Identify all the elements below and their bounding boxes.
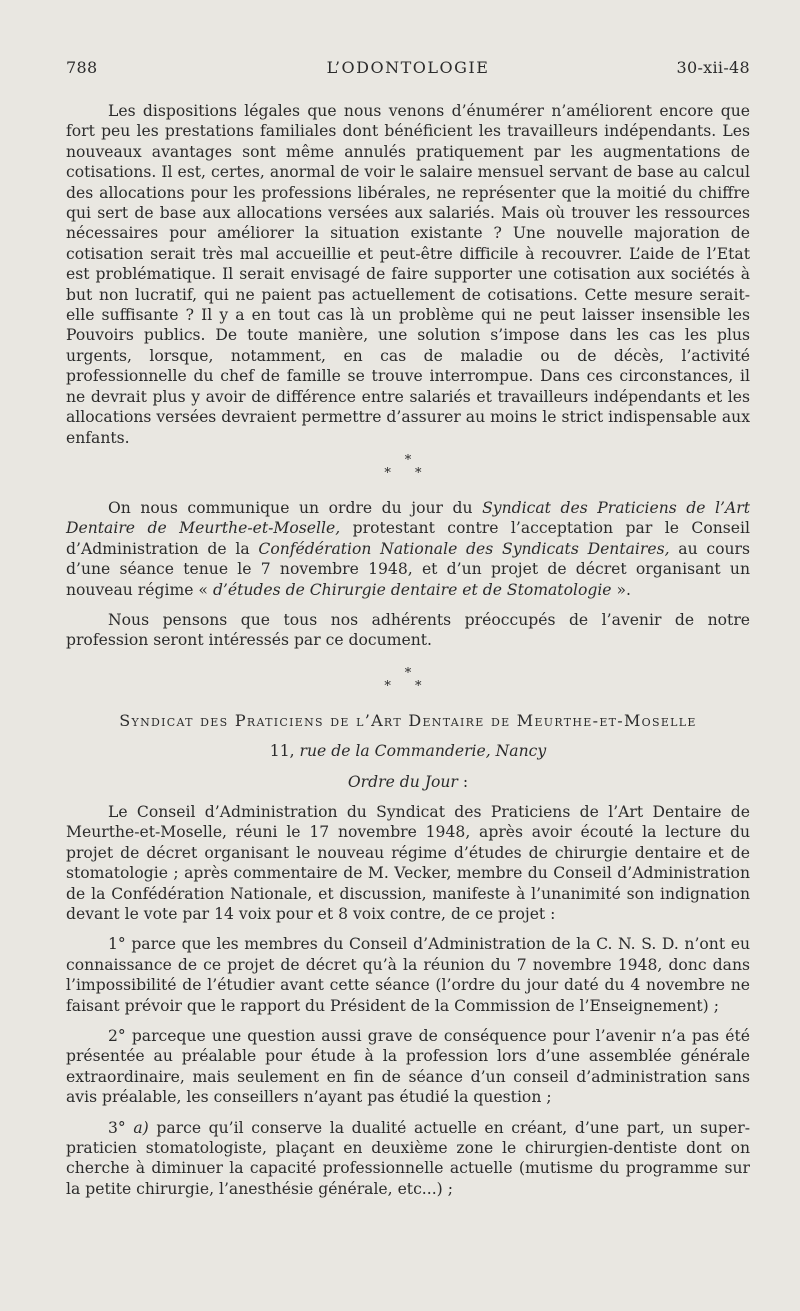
ordre-du-jour-label: Ordre du Jour [347, 772, 458, 791]
text-run: ». [611, 580, 631, 599]
text-run: 3° [108, 1118, 134, 1137]
issue-date: 30-xii-48 [676, 58, 750, 77]
asterism-star-bottom: * * [384, 465, 432, 481]
text-run: au cours d’une séance tenue le 7 novembre 1948, et d’un projet de décret organisant un nouveau régime « [66, 539, 750, 599]
address-street: rue de la Commanderie, Nancy [299, 742, 547, 761]
asterism-star-top: * [404, 452, 412, 468]
paragraph-point-3a [66, 1118, 750, 1200]
paragraph-conseil: Le Conseil d’Administration du Syndicat des Praticiens de l’Art Dentaire de Meurthe-et-Moselle, réuni le 17 novembre 1948, après avoir écouté la lecture du projet de décret organisant le nouveau régime d’études de chirurgie dentaire et de stomatologie ; après commentaire de M. Vecker, membre du Conseil d’Administration de la Confédération Nationale, et discussion, manifeste à l’unanimité son indignation devant le vote par 14 voix pour et 8 voix contre, de ce projet : [66, 802, 750, 923]
text-run: On nous communique un ordre du jour du [108, 498, 483, 517]
address-number: 11, [269, 742, 300, 761]
page-header [66, 58, 750, 82]
paragraph-communique [66, 498, 750, 600]
paragraph-allocations: Les dispositions légales que nous venons d’énumérer n’améliorent encore que fort peu les prestations familiales dont bénéficient les travailleurs indépendants. Les nouveaux avantages sont même annulés pratiquement par les augmentations de cotisations. Il est, certes, anormal de voir le salaire mensuel servant de base au calcul des allocations pour les professions libérales, ne représenter que la moitié du chiffre qui sert de base aux allocations versées aux salariés. Mais où trouver les ressources nécessaires pour améliorer la situation existante ? Une nouvelle majoration de cotisation serait très mal accueillie et peut-être difficile à recouvrer. L’aide de l’Etat est problématique. Il serait envisagé de faire supporter une cotisation aux sociétés à but non lucratif, qui ne paient pas actuellement de cotisations. Cette mesure serait-elle suffisante ? Il y a en tout cas là un problème qui ne peut laisser insensible les Pouvoirs publics. De toute manière, une solution s’impose dans les cas les plus urgents, lorsque, notamment, en cas de maladie ou de décès, l’activité professionnelle du chef de famille se trouve interrompue. Dans ces circonstances, il ne devrait plus y avoir de différence entre salariés et travailleurs indépendants et les allocations versées devraient permettre d’assurer au moins le strict indispensable aux enfants. [66, 102, 750, 447]
text-run: protestant contre l’acceptation par le Conseil d’Administration de la [66, 519, 750, 558]
asterism-star-top: * [404, 665, 412, 681]
ordre-colon: : [457, 772, 469, 791]
article-body [66, 101, 750, 1199]
asterism-star-bottom: * * [384, 678, 432, 694]
paragraph-adherents: Nous pensons que tous nos adhérents préoccupés de l’avenir de notre profession seront intéressés par ce document. [66, 610, 750, 650]
asterism-separator [66, 661, 750, 695]
confederation-name-italic: Confédération Nationale des Syndicats Dentaires, [258, 539, 670, 558]
syndicat-name-italic: Syndicat des Praticiens de l’Art Dentaire de Meurthe-et-Moselle, [66, 498, 750, 538]
paragraph-point-1: 1° parce que les membres du Conseil d’Administration de la C. N. S. D. n’ont eu connaissance de ce projet de décret qu’à la réunion du 7 novembre 1948, donc dans l’impossibilité de l’étudier avant cette séance (l’ordre du jour daté du 4 novembre ne faisant prévoir que le rapport du Président de la Commission de l’Enseignement) ; [66, 935, 750, 1015]
ordre-du-jour-heading [66, 772, 750, 792]
page-number: 788 [66, 58, 98, 77]
regime-name-italic: d’études de Chirurgie dentaire et de Stomatologie [212, 580, 612, 599]
journal-title: L’ODONTOLOGIE [326, 58, 490, 77]
asterism-separator [66, 448, 750, 482]
syndicat-heading: Syndicat des Praticiens de l’Art Dentaire de Meurthe-et-Moselle [119, 710, 697, 730]
point-letter-italic: a) [133, 1118, 149, 1137]
syndicat-address [66, 741, 750, 761]
paragraph-point-2: 2° parceque une question aussi grave de conséquence pour l’avenir n’a pas été présentée au préalable pour étude à la profession lors d’une assemblée générale extraordinaire, mais seulement en fin de séance d’un conseil d’administration sans avis préalable, les conseillers n’ayant pas étudié la question ; [66, 1027, 750, 1107]
text-run: parce qu’il conserve la dualité actuelle en créant, d’une part, un super-praticien stomatologiste, plaçant en deuxième zone le chirurgien-dentiste dont on cherche à diminuer la capacité professionnelle actuelle (mutisme du programme sur la petite chirurgie, l’anesthésie générale, etc...) ; [66, 1118, 750, 1198]
